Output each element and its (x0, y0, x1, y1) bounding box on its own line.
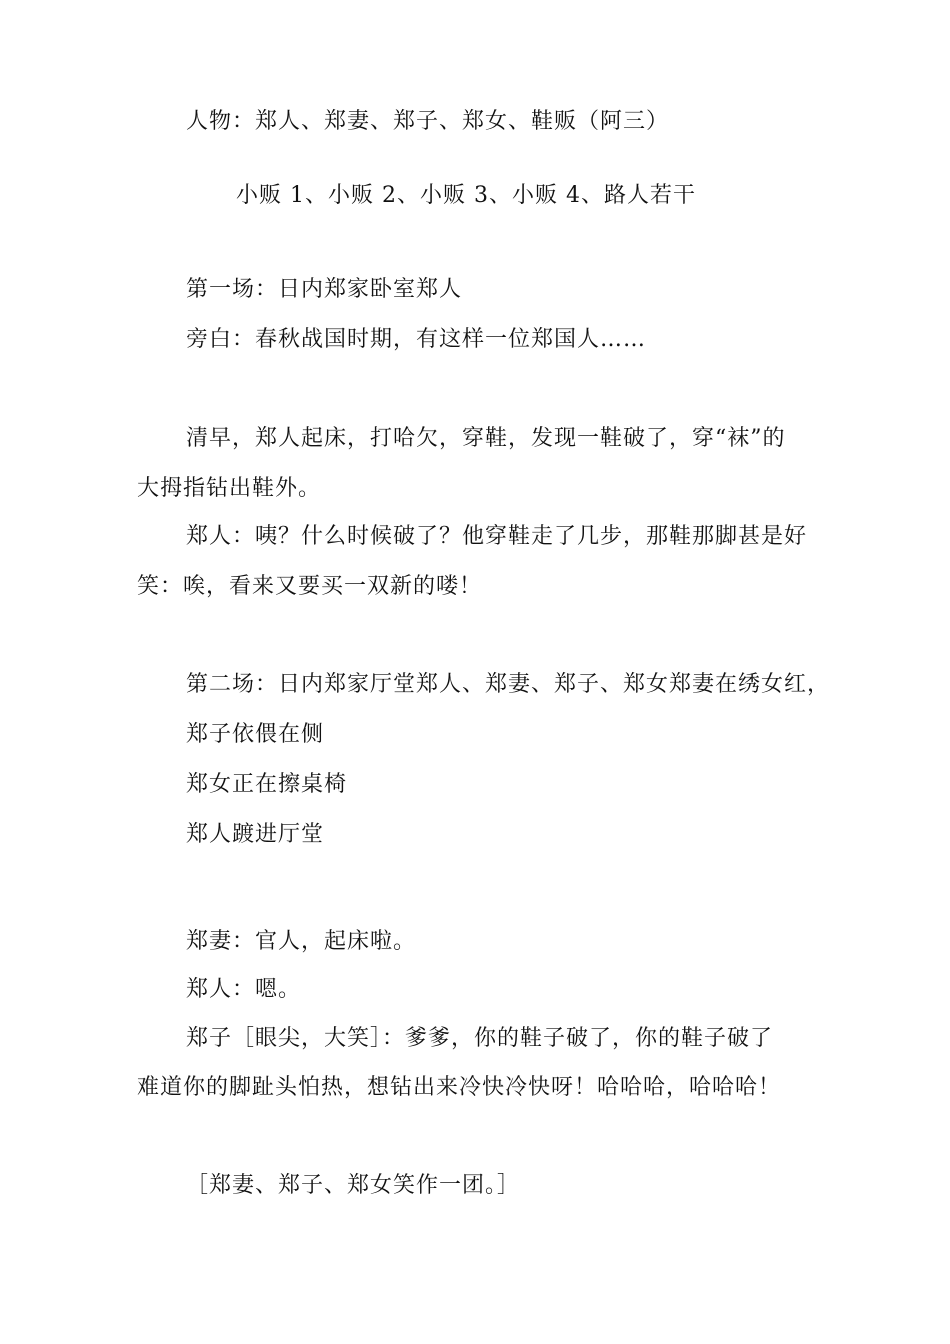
characters-list-continued: 小贩 1、小贩 2、小贩 3、小贩 4、路人若干 (236, 183, 696, 208)
stage-direction: ［郑妻、郑子、郑女笑作一团。］ (186, 1173, 521, 1198)
scene-heading: 第一场：日内郑家卧室郑人 (186, 277, 463, 302)
action-line: 郑子依偎在侧 (186, 722, 325, 747)
dialogue-line: 郑妻：官人，起床啦。 (186, 929, 417, 954)
narration-line: 旁白：春秋战国时期，有这样一位郑国人…… (186, 327, 647, 352)
characters-list: 人物：郑人、郑妻、郑子、郑女、鞋贩（阿三） (186, 109, 670, 134)
dialogue-line-continued: 笑：唉，看来又要买一双新的喽！ (137, 574, 483, 599)
dialogue-line: 郑人：嗯。 (186, 977, 302, 1002)
action-line: 郑女正在擦桌椅 (186, 772, 348, 797)
scene-heading: 第二场：日内郑家厅堂郑人、郑妻、郑子、郑女郑妻在绣女红， (186, 672, 831, 697)
action-line-continued: 大拇指钻出鞋外。 (137, 476, 322, 501)
dialogue-line: 郑子［眼尖，大笑］：爹爹，你的鞋子破了，你的鞋子破了 (186, 1026, 774, 1051)
dialogue-line-continued: 难道你的脚趾头怕热，想钻出来冷快冷快呀！哈哈哈，哈哈哈！ (137, 1075, 782, 1100)
action-line: 清早，郑人起床，打哈欠，穿鞋，发现一鞋破了，穿“袜”的 (186, 426, 786, 451)
action-line: 郑人踱进厅堂 (186, 822, 325, 847)
dialogue-line: 郑人：咦？什么时候破了？他穿鞋走了几步，那鞋那脚甚是好 (186, 524, 808, 549)
